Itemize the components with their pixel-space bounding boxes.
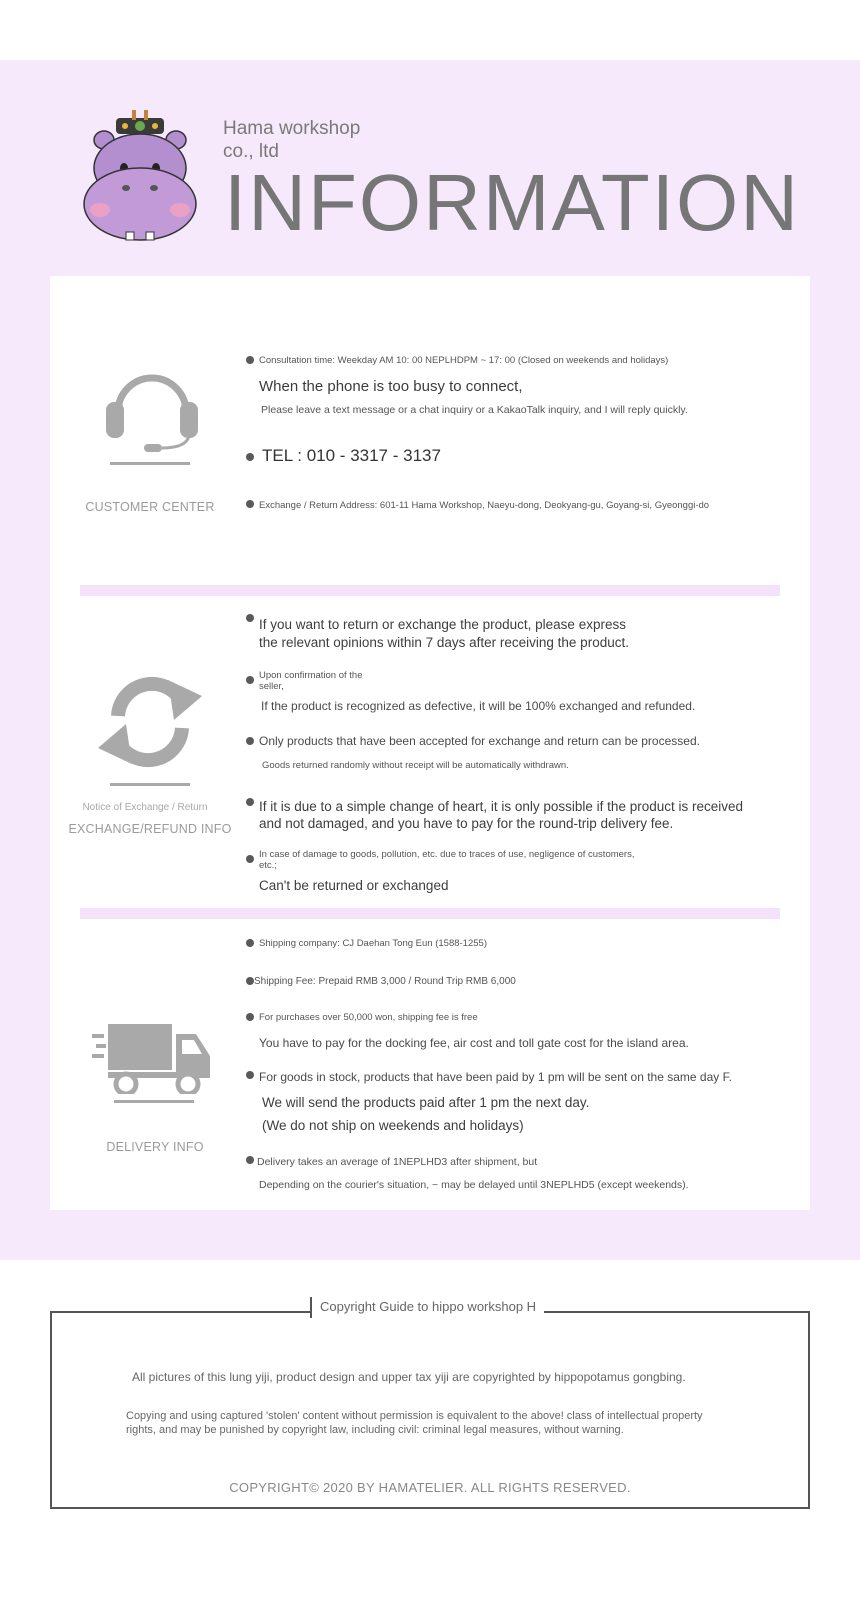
- bullet-dot: [246, 939, 254, 947]
- customer-center-label: CUSTOMER CENTER: [85, 500, 215, 514]
- island-cost: You have to pay for the docking fee, air cost and toll gate cost for the island area.: [259, 1036, 689, 1050]
- company-name: [223, 117, 360, 163]
- truck-icon: [92, 1020, 212, 1094]
- section-divider: [80, 585, 780, 596]
- copyright-line-2: Copying and using captured 'stolen' content without permission is equivalent to the above! class of intellectual property: [126, 1410, 703, 1422]
- section-divider: [80, 908, 780, 919]
- bullet-dot: [246, 356, 254, 364]
- courier-delay: Depending on the courier's situation, ~ may be delayed until 3NEPLHD5 (except weekends).: [259, 1179, 689, 1191]
- no-return-text: Can't be returned or exchanged: [259, 878, 449, 893]
- copyright-warning: [126, 1409, 703, 1437]
- defective-refund-text: If the product is recognized as defective, it will be 100% exchanged and refunded.: [261, 699, 696, 713]
- no-receipt-note: Goods returned randomly without receipt will be automatically withdrawn.: [262, 760, 569, 771]
- bullet-dot: [246, 1071, 254, 1079]
- refresh-icon: [96, 676, 204, 768]
- bullet-dot: [246, 1013, 254, 1021]
- return-address: Exchange / Return Address: 601-11 Hama Workshop, Naeyu-dong, Deokyang-gu, Goyang-si, Gyeonggi-do: [259, 500, 710, 511]
- seller-confirmation-line-1: Upon confirmation of the: [259, 670, 363, 681]
- exchange-sub-label: Notice of Exchange / Return: [82, 802, 208, 813]
- damage-line-1: In case of damage to goods, pollution, etc. due to traces of use, negligence of customers,: [259, 849, 635, 860]
- bullet-dot: [246, 737, 254, 745]
- seller-confirmation-line-2: seller,: [259, 681, 284, 692]
- return-window-line-2: the relevant opinions within 7 days after receiving the product.: [259, 635, 629, 650]
- copyright-line-1: All pictures of this lung yiji, product design and upper tax yiji are copyrighted by hippopotamus gongbing.: [132, 1370, 686, 1384]
- bullet-dot: [246, 798, 254, 806]
- side-underline: [110, 462, 190, 465]
- company-line-2: co., ltd: [223, 141, 279, 162]
- copyright-footer: COPYRIGHT© 2020 BY HAMATELIER. ALL RIGHTS RESERVED.: [229, 1480, 631, 1495]
- busy-text: Please leave a text message or a chat inquiry or a KakaoTalk inquiry, and I will reply quickly.: [261, 404, 688, 416]
- exchange-refund-label: EXCHANGE/REFUND INFO: [68, 822, 232, 836]
- hippo-mascot-logo: [80, 108, 200, 248]
- delivery-info-label: DELIVERY INFO: [106, 1140, 204, 1154]
- seller-confirmation: [259, 670, 363, 692]
- company-line-1: Hama workshop: [223, 118, 361, 139]
- busy-heading: When the phone is too busy to connect,: [259, 378, 523, 395]
- side-underline: [114, 1100, 194, 1103]
- damage-line-2: etc.;: [259, 860, 277, 871]
- change-of-heart-line-1: If it is due to a simple change of heart, it is only possible if the product is received: [259, 799, 744, 814]
- damage-text: [259, 849, 634, 871]
- change-of-heart-text: [259, 798, 743, 832]
- page-title: INFORMATION: [224, 158, 801, 247]
- tel-number: TEL : 010 - 3317 - 3137: [262, 446, 441, 465]
- average-delivery: Delivery takes an average of 1NEPLHD3 after shipment, but: [257, 1156, 538, 1168]
- free-shipping: For purchases over 50,000 won, shipping fee is free: [259, 1012, 478, 1023]
- copyright-line-3: rights, and may be punished by copyright law, including civil: criminal legal measures, without warning.: [126, 1424, 624, 1436]
- shipping-fee: Shipping Fee: Prepaid RMB 3,000 / Round Trip RMB 6,000: [254, 976, 516, 987]
- copyright-heading: Copyright Guide to hippo workshop H: [310, 1297, 544, 1318]
- shipping-company: Shipping company: CJ Daehan Tong Eun (1588-1255): [259, 938, 487, 949]
- no-weekend-shipping: (We do not ship on weekends and holidays): [262, 1118, 524, 1133]
- return-window-text: [259, 616, 629, 652]
- bullet-dot: [246, 500, 254, 508]
- bullet-dot: [246, 1156, 254, 1164]
- next-day-shipping: We will send the products paid after 1 pm the next day.: [262, 1095, 590, 1110]
- change-of-heart-line-2: and not damaged, and you have to pay for the round-trip delivery fee.: [259, 816, 674, 831]
- side-underline: [110, 783, 190, 786]
- same-day-shipping: For goods in stock, products that have been paid by 1 pm will be sent on the same day F.: [259, 1070, 732, 1084]
- headset-icon: [104, 352, 200, 456]
- consultation-time: Consultation time: Weekday AM 10: 00 NEPLHDPM ~ 17: 00 (Closed on weekends and holidays): [259, 355, 669, 366]
- accepted-products-text: Only products that have been accepted for exchange and return can be processed.: [259, 734, 700, 748]
- bullet-dot: [246, 676, 254, 684]
- bullet-dot: [246, 977, 254, 985]
- bullet-dot: [246, 855, 254, 863]
- bullet-dot: [246, 453, 254, 461]
- bullet-dot: [246, 614, 254, 622]
- return-window-line-1: If you want to return or exchange the product, please express: [259, 617, 626, 632]
